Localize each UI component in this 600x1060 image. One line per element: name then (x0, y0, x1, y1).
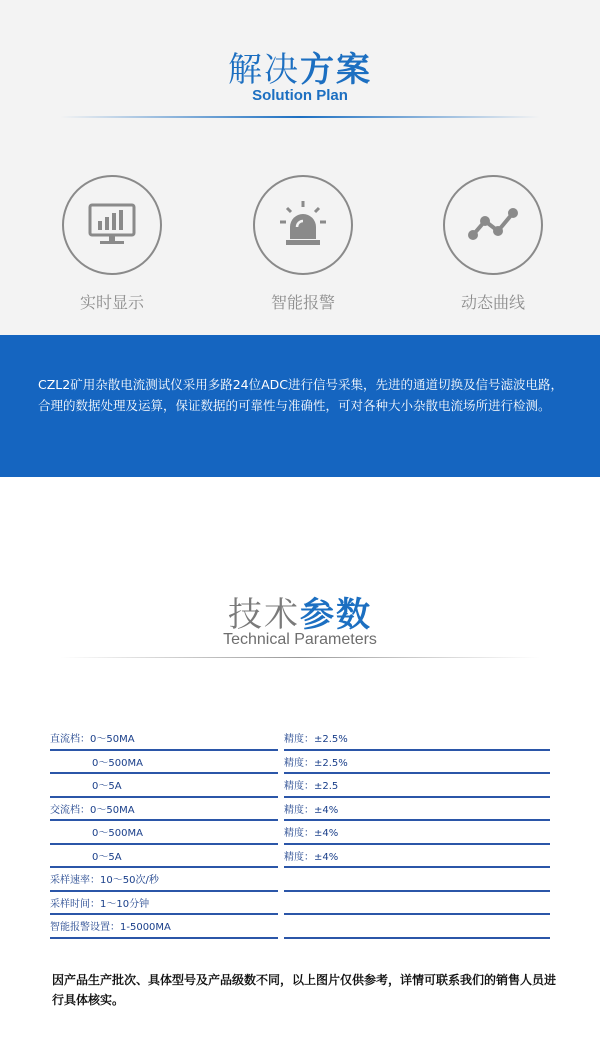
params-title-divider (60, 657, 540, 658)
param-name: 智能报警设置：1-5000MA (50, 914, 278, 938)
feature-label: 智能报警 (270, 293, 335, 312)
table-row (50, 773, 550, 797)
param-name: 0～5A (50, 844, 278, 868)
param-name: 直流档：0～50MA (50, 726, 278, 750)
params-table (50, 726, 550, 939)
solution-title-light: 解决 (228, 50, 300, 90)
param-accuracy: 精度：±4% (284, 797, 550, 821)
feature-dynamic-curve (443, 175, 543, 313)
solution-subtitle: Solution Plan (252, 87, 348, 104)
table-row (50, 914, 550, 938)
description-band (0, 335, 600, 477)
solution-title-divider (60, 116, 540, 118)
params-title-bold: 参数 (300, 595, 372, 635)
param-name: 采样时间：1～10分钟 (50, 891, 278, 915)
params-subtitle: Technical Parameters (223, 631, 377, 648)
params-title-light: 技术 (228, 595, 300, 635)
param-name: 采样速率：10～50次/秒 (50, 867, 278, 891)
feature-label: 动态曲线 (460, 293, 525, 312)
table-row (50, 797, 550, 821)
feature-label: 实时显示 (79, 293, 144, 312)
alarm-light-icon (253, 175, 353, 275)
param-accuracy: 精度：±4% (284, 844, 550, 868)
solution-title (0, 42, 600, 91)
param-name: 0～500MA (50, 820, 278, 844)
table-row (50, 867, 550, 891)
monitor-chart-icon (62, 175, 162, 275)
feature-smart-alarm (253, 175, 353, 313)
table-row (50, 750, 550, 774)
param-name: 0～5A (50, 773, 278, 797)
table-row (50, 844, 550, 868)
param-accuracy (284, 891, 550, 915)
param-accuracy: 精度：±2.5 (284, 773, 550, 797)
solution-section (0, 0, 600, 335)
param-accuracy (284, 867, 550, 891)
solution-title-bold: 方案 (300, 50, 372, 90)
line-curve-icon (443, 175, 543, 275)
table-row (50, 820, 550, 844)
disclaimer-note: 因产品生产批次、具体型号及产品级数不同，以上图片仅供参考，详情可联系我们的销售人员进行具体核实。 (52, 973, 557, 1007)
product-description: CZL2矿用杂散电流测试仪采用多路24位ADC进行信号采集，先进的通道切换及信号滤波电路，合理的数据处理及运算，保证数据的可靠性与准确性，可对各种大小杂散电流场所进行检测。 (38, 377, 564, 413)
param-name: 0～500MA (50, 750, 278, 774)
param-name: 交流档：0～50MA (50, 797, 278, 821)
param-accuracy: 精度：±4% (284, 820, 550, 844)
param-accuracy (284, 914, 550, 938)
param-accuracy: 精度：±2.5% (284, 726, 550, 750)
params-title (0, 587, 600, 636)
param-accuracy: 精度：±2.5% (284, 750, 550, 774)
feature-realtime-display (62, 175, 162, 313)
table-row (50, 726, 550, 750)
table-row (50, 891, 550, 915)
